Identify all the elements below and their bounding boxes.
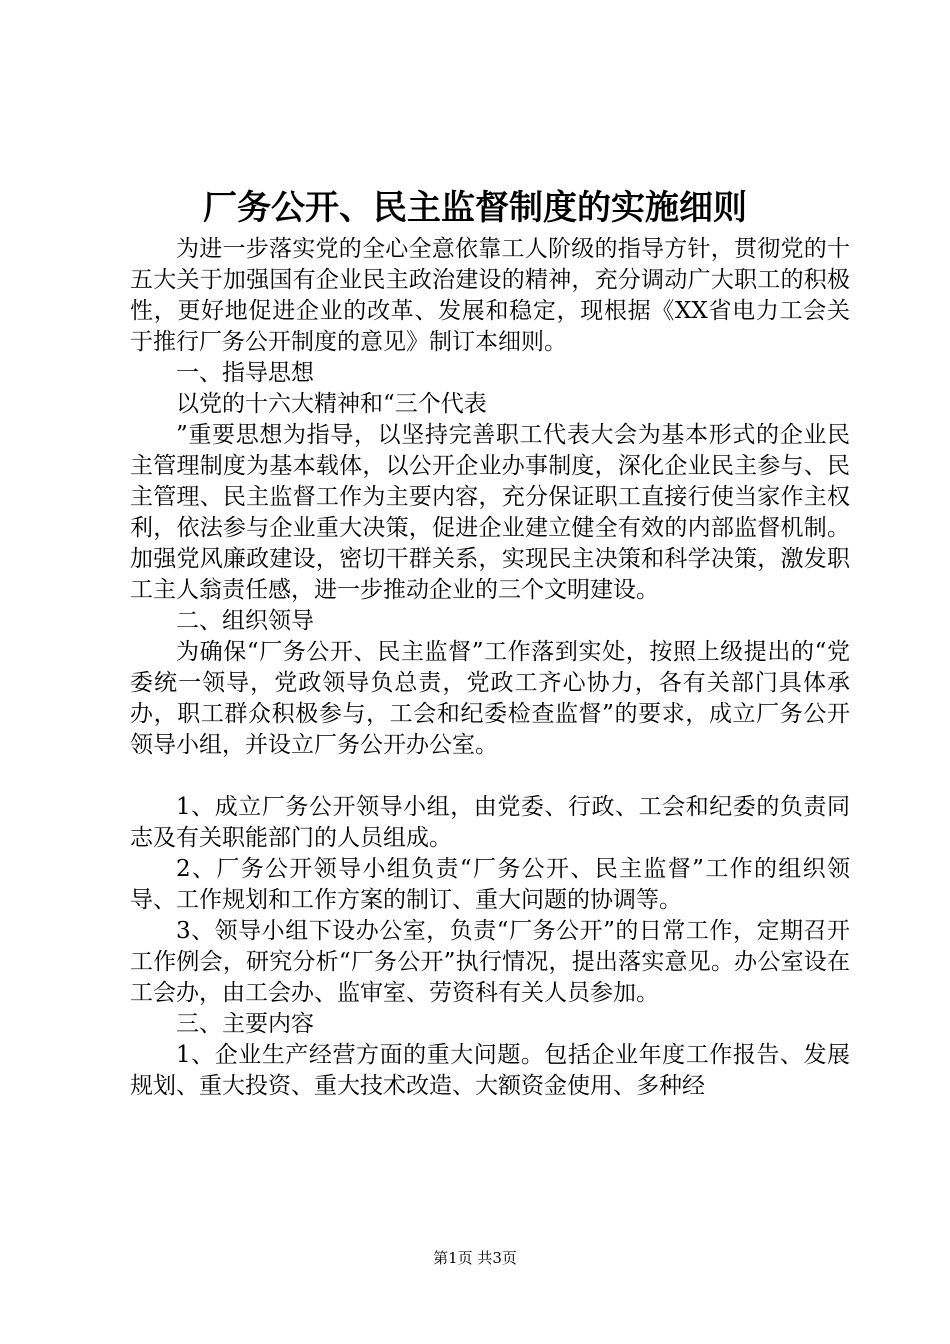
- body-paragraph: 为确保“厂务公开、民主监督”工作落到实处，按照上级提出的“党委统一领导，党政领导负总责，党政工齐心协力，各有关部门具体承办，职工群众积极参与，工会和纪委检查监督”的要求，成立厂务公开领导小组，并设立厂务公开办公室。: [130, 639, 850, 758]
- intro-paragraph: 为进一步落实党的全心全意依靠工人阶级的指导方针，贯彻党的十五大关于加强国有企业民主政治建设的精神，充分调动广大职工的积极性，更好地促进企业的改革、发展和稳定，现根据《XX省电力工会关于推行厂务公开制度的意见》制订本细则。: [130, 236, 850, 355]
- list-item: 3、领导小组下设办公室，负责“厂务公开”的日常工作，定期召开工作例会，研究分析“厂务公开”执行情况，提出落实意见。办公室设在工会办，由工会办、监审室、劳资科有关人员参加。: [130, 918, 850, 1006]
- list-item: 1、成立厂务公开领导小组，由党委、行政、工会和纪委的负责同志及有关职能部门的人员组成。: [130, 794, 850, 851]
- list-item: 1、企业生产经营方面的重大问题。包括企业年度工作报告、发展规划、重大投资、重大技术改造、大额资金使用、多种经: [130, 1042, 850, 1099]
- section-heading-guiding-ideology: 一、指导思想: [176, 360, 314, 386]
- section-heading-main-content: 三、主要内容: [176, 1011, 314, 1037]
- page-footer: 第1页 共3页: [433, 1249, 517, 1267]
- list-item: 2、厂务公开领导小组负责“厂务公开、民主监督”工作的组织领导、工作规划和工作方案的制订、重大问题的协调等。: [130, 856, 850, 913]
- body-paragraph: ”重要思想为指导，以坚持完善职工代表大会为基本形式的企业民主管理制度为基本载体，以公开企业办事制度，深化企业民主参与、民主管理、民主监督工作为主要内容，充分保证职工直接行使当家作主权利，依法参与企业重大决策，促进企业建立健全有效的内部监督机制。加强党风廉政建设，密切干群关系，实现民主决策和科学决策，激发职工主人翁责任感，进一步推动企业的三个文明建设。: [130, 422, 850, 603]
- document-body: [130, 234, 850, 1102]
- body-paragraph: 以党的十六大精神和“三个代表: [176, 391, 487, 417]
- section-heading-organization: 二、组织领导: [176, 608, 314, 634]
- blank-line: [130, 761, 850, 792]
- document-title: 厂务公开、民主监督制度的实施细则: [203, 188, 747, 228]
